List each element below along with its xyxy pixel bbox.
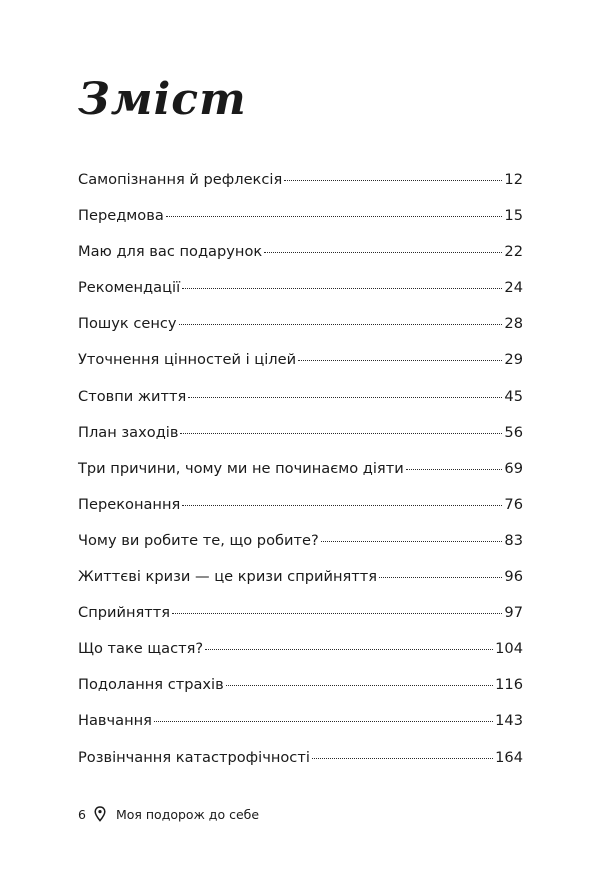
toc-item[interactable] xyxy=(78,415,523,451)
toc-item-title: Розвінчання катастрофічності xyxy=(78,748,310,766)
toc-item-title: Стовпи життя xyxy=(78,387,187,405)
toc-item-title: Самопізнання й рефлексія xyxy=(78,171,283,188)
toc-item[interactable] xyxy=(78,595,523,631)
toc-item-page: 164 xyxy=(495,748,523,766)
toc-item-title: Навчання xyxy=(78,712,152,730)
toc-item-title: Життєві кризи — це кризи сприйняття xyxy=(78,568,378,586)
toc-item[interactable] xyxy=(78,523,523,559)
toc-item-title: Сприйняття xyxy=(78,604,171,622)
toc-item[interactable] xyxy=(78,270,523,306)
footer-page-number: 6 xyxy=(78,806,86,822)
toc-item-page: 104 xyxy=(495,640,523,658)
toc-item[interactable] xyxy=(78,342,523,378)
toc-item-title: Подолання страхів xyxy=(78,676,224,694)
toc-item[interactable] xyxy=(78,451,523,487)
toc-dot-leader xyxy=(182,274,502,290)
toc-item[interactable] xyxy=(78,740,523,776)
toc-item-title: План заходів xyxy=(78,423,179,441)
toc-item[interactable] xyxy=(78,162,523,198)
page-footer xyxy=(78,806,259,822)
toc-dot-leader xyxy=(379,562,502,578)
toc-item[interactable] xyxy=(78,198,523,234)
toc-item[interactable] xyxy=(78,306,523,342)
toc-item-title: Пошук сенсу xyxy=(78,315,177,333)
toc-dot-leader xyxy=(154,707,493,723)
toc-item[interactable] xyxy=(78,487,523,523)
toc-dot-leader xyxy=(179,310,503,326)
toc-dot-leader xyxy=(321,526,503,542)
toc-item-page: 116 xyxy=(495,676,523,694)
toc-item-page: 83 xyxy=(504,531,523,549)
toc-item-page: 76 xyxy=(504,495,523,513)
toc-item[interactable] xyxy=(78,631,523,667)
toc-item-title: Передмова xyxy=(78,207,164,225)
toc-item[interactable] xyxy=(78,667,523,703)
toc-item-page: 12 xyxy=(504,171,523,188)
toc-dot-leader xyxy=(172,599,502,615)
page-title: Зміст xyxy=(78,74,247,125)
toc-item-title: Чому ви робите те, що робите? xyxy=(78,531,319,549)
toc-item-page: 15 xyxy=(504,207,523,225)
toc-item-page: 24 xyxy=(504,279,523,297)
map-pin-icon xyxy=(94,806,106,822)
toc-dot-leader xyxy=(284,165,502,181)
toc-item-title: Три причини, чому ми не починаємо діяти xyxy=(78,459,404,477)
toc-item-page: 29 xyxy=(504,351,523,369)
toc-dot-leader xyxy=(312,743,493,759)
toc-dot-leader xyxy=(166,202,503,218)
toc-item-title: Що таке щастя? xyxy=(78,640,204,658)
table-of-contents xyxy=(78,162,523,776)
toc-dot-leader xyxy=(188,382,502,398)
toc-dot-leader xyxy=(182,490,502,506)
toc-dot-leader xyxy=(180,418,502,434)
toc-dot-leader xyxy=(264,238,502,254)
toc-item-title: Переконання xyxy=(78,495,181,513)
toc-item[interactable] xyxy=(78,379,523,415)
toc-item-page: 96 xyxy=(504,568,523,586)
toc-item[interactable] xyxy=(78,234,523,270)
toc-dot-leader xyxy=(298,346,502,362)
toc-item-page: 143 xyxy=(495,712,523,730)
toc-item-page: 69 xyxy=(504,459,523,477)
toc-item-page: 97 xyxy=(504,604,523,622)
toc-item-page: 56 xyxy=(504,423,523,441)
toc-item-page: 22 xyxy=(504,243,523,261)
toc-item[interactable] xyxy=(78,703,523,739)
toc-item[interactable] xyxy=(78,559,523,595)
toc-item-page: 28 xyxy=(504,315,523,333)
footer-book-title: Моя подорож до себе xyxy=(115,806,260,822)
toc-dot-leader xyxy=(406,454,503,470)
toc-dot-leader xyxy=(205,635,493,651)
toc-item-title: Уточнення цінностей і цілей xyxy=(78,351,297,369)
toc-item-title: Рекомендації xyxy=(78,279,181,297)
toc-item-title: Маю для вас подарунок xyxy=(78,243,263,261)
toc-item-page: 45 xyxy=(504,387,523,405)
toc-dot-leader xyxy=(226,671,493,687)
